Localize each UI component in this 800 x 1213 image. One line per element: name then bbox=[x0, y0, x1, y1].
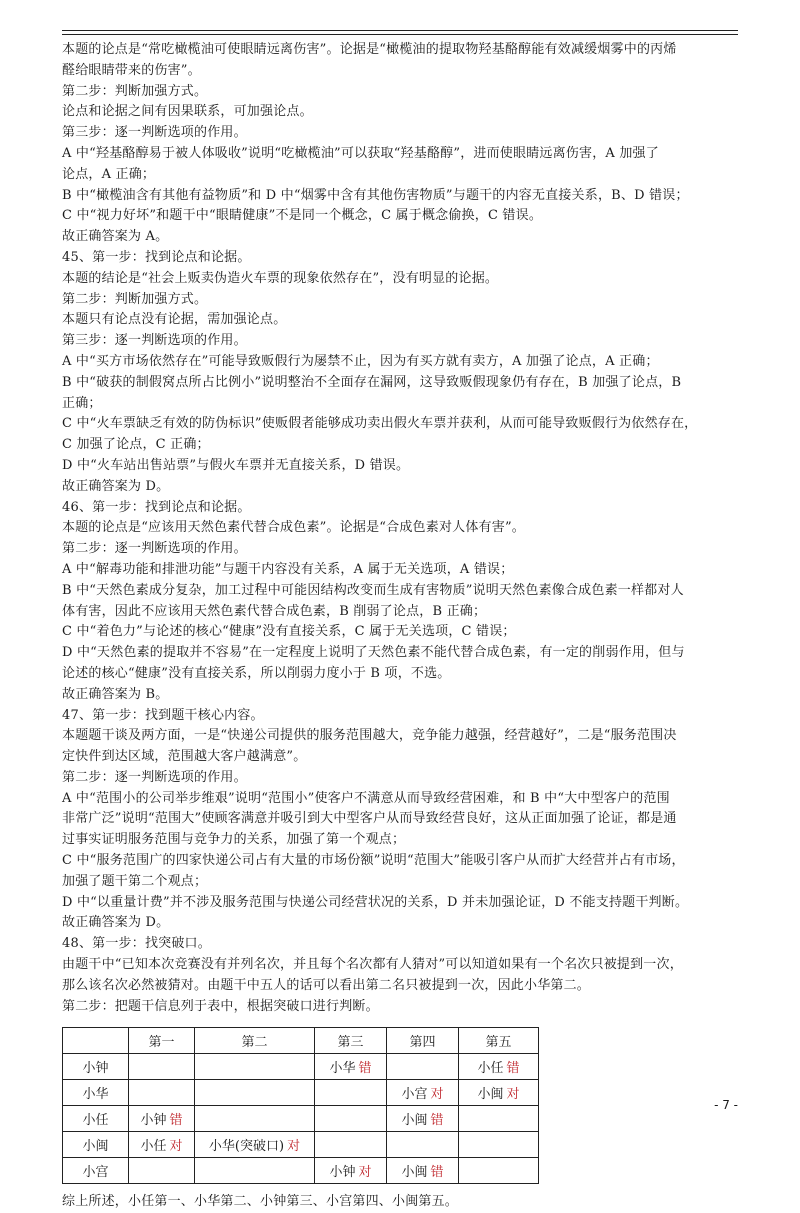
header-cell-fourth: 第四 bbox=[387, 1028, 459, 1054]
verdict-mark: 错 bbox=[430, 1165, 444, 1181]
text-line: B 中“破获的制假窝点所占比例小”说明整治不全面存在漏网，这导致贩假现象仍有存在，B 加强了论点，B bbox=[62, 374, 682, 390]
guess-cell bbox=[315, 1158, 387, 1184]
text-line: 论点和论据之间有因果联系，可加强论点。 bbox=[62, 104, 313, 120]
text-line: 由题干中“已知本次竞赛没有并列名次，并且每个名次都有人猜对”可以知道如果有一个名次只被提到一次， bbox=[62, 957, 683, 973]
guess-cell bbox=[387, 1054, 459, 1080]
text-line: 本题的论点是“常吃橄榄油可使眼睛远离伤害”。论据是“橄榄油的提取物羟基酪醇能有效减缓烟雾中的丙烯 bbox=[62, 42, 677, 57]
guess-cell bbox=[459, 1054, 539, 1080]
text-line: 本题的结论是“社会上贩卖伪造火车票的现象依然存在”，没有明显的论据。 bbox=[62, 270, 499, 286]
text-line: 本题题干谈及两方面，一是“快递公司提供的服务范围越大，竞争能力越强，经营越好”，二是“服务范围决 bbox=[62, 728, 677, 744]
table-row bbox=[63, 1106, 539, 1132]
header-cell-first: 第一 bbox=[129, 1028, 195, 1054]
text-line: B 中“天然色素成分复杂，加工过程中可能因结构改变而生成有害物质”说明天然色素像合成色素一样都对人 bbox=[62, 582, 684, 598]
guess-name: 小钟 bbox=[140, 1113, 167, 1129]
text-line: C 中“火车票缺乏有效的防伪标识”使贩假者能够成功卖出假火车票并获利，从而可能导致贩假行为依然存在， bbox=[62, 416, 698, 432]
text-line: 本题的论点是“应该用天然色素代替合成色素”。论据是“合成色素对人体有害”。 bbox=[62, 520, 525, 536]
guess-cell bbox=[195, 1054, 315, 1080]
text-line: C 中“服务范围广的四家快递公司占有大量的市场份额”说明“范围大”能吸引客户从而扩大经营并占有市场， bbox=[62, 853, 685, 869]
guess-name: 小闽 bbox=[401, 1165, 428, 1181]
row-person-name: 小宫 bbox=[63, 1158, 129, 1184]
verdict-mark: 错 bbox=[169, 1113, 183, 1129]
header-cell-fifth: 第五 bbox=[459, 1028, 539, 1054]
text-line: C 中“视力好坏”和题干中“眼睛健康”不是同一个概念，C 属于概念偷换，C 错误。 bbox=[62, 208, 543, 224]
guess-name: 小宫 bbox=[401, 1087, 428, 1103]
guess-cell bbox=[195, 1080, 315, 1106]
guess-cell bbox=[129, 1132, 195, 1158]
text-line: 定快件到达区域，范围越大客户越满意”。 bbox=[62, 749, 307, 765]
guess-name: 小华 bbox=[329, 1061, 356, 1077]
text-line: 论述的核心“健康”没有直接关系，所以削弱力度小于 B 项，不选。 bbox=[62, 665, 451, 681]
guess-cell bbox=[459, 1158, 539, 1184]
row-person-name: 小任 bbox=[63, 1106, 129, 1132]
header-cell-corner bbox=[63, 1028, 129, 1054]
guess-name: 小任 bbox=[140, 1139, 167, 1155]
text-line: 第二步：把题干信息列于表中，根据突破口进行判断。 bbox=[62, 998, 379, 1014]
page-number: - 7 - bbox=[714, 1098, 738, 1112]
text-line: 醛给眼睛带来的伤害”。 bbox=[62, 62, 201, 78]
verdict-mark: 对 bbox=[430, 1087, 444, 1103]
table-row bbox=[63, 1158, 539, 1184]
table-row bbox=[63, 1132, 539, 1158]
guess-cell bbox=[129, 1080, 195, 1106]
text-line: 加强了题干第二个观点； bbox=[62, 873, 208, 889]
text-line: B 中“橄榄油含有其他有益物质”和 D 中“烟雾中含有其他伤害物质”与题干的内容无直接关系，B、D 错误； bbox=[62, 187, 689, 203]
text-line: 非常广泛”说明“范围大”使顾客满意并吸引到大中型客户从而导致经营良好，这从正面加强了论证，都是通 bbox=[62, 811, 677, 827]
table-row bbox=[63, 1080, 539, 1106]
text-line: 48、第一步：找突破口。 bbox=[62, 936, 211, 952]
table-row bbox=[63, 1054, 539, 1080]
row-person-name: 小闽 bbox=[63, 1132, 129, 1158]
header-cell-third: 第三 bbox=[315, 1028, 387, 1054]
body-text-after-table bbox=[62, 1192, 738, 1213]
table-body bbox=[63, 1054, 539, 1184]
text-line: 第二步：逐一判断选项的作用。 bbox=[62, 769, 247, 785]
text-line: 第三步：逐一判断选项的作用。 bbox=[62, 333, 247, 349]
row-person-name: 小钟 bbox=[63, 1054, 129, 1080]
text-line: A 中“羟基酪醇易于被人体吸收”说明“吃橄榄油”可以获取“羟基酪醇”，进而使眼睛远离伤害，A 加强了 bbox=[62, 145, 659, 161]
table-header-row bbox=[63, 1028, 539, 1054]
text-line: A 中“买方市场依然存在”可能导致贩假行为屡禁不止，因为有买方就有卖方，A 加强了论点，A 正确； bbox=[62, 353, 659, 369]
guess-name: 小闽 bbox=[477, 1087, 504, 1103]
text-line: 第二步：判断加强方式。 bbox=[62, 291, 208, 307]
text-line: 那么该名次必然被猜对。由题干中五人的话可以看出第二名只被提到一次，因此小华第二。 bbox=[62, 977, 591, 993]
text-line: 综上所述，小任第一、小华第二、小钟第三、小宫第四、小闽第五。 bbox=[62, 1194, 459, 1210]
text-line: 46、第一步：找到论点和论据。 bbox=[62, 499, 251, 515]
text-line: 47、第一步：找到题干核心内容。 bbox=[62, 707, 264, 723]
text-line: 故正确答案为 D。 bbox=[62, 915, 170, 931]
text-line: 故正确答案为 D。 bbox=[62, 478, 170, 494]
guess-cell bbox=[195, 1158, 315, 1184]
text-line: C 中“着色力”与论述的核心“健康”没有直接关系，C 属于无关选项，C 错误； bbox=[62, 624, 516, 640]
header-rule-bottom bbox=[62, 34, 738, 35]
text-line: 体有害，因此不应该用天然色素代替合成色素，B 削弱了论点，B 正确； bbox=[62, 603, 487, 619]
text-line: A 中“解毒功能和排泄功能”与题干内容没有关系，A 属于无关选项，A 错误； bbox=[62, 561, 514, 577]
guess-cell bbox=[387, 1132, 459, 1158]
text-line: D 中“火车站出售站票”与假火车票并无直接关系，D 错误。 bbox=[62, 457, 410, 473]
guess-cell bbox=[129, 1158, 195, 1184]
guess-name: 小华(突破口) bbox=[208, 1139, 285, 1155]
guess-cell bbox=[315, 1106, 387, 1132]
verdict-mark: 错 bbox=[358, 1061, 372, 1077]
ranking-table bbox=[62, 1027, 539, 1184]
text-line: 过事实证明服务范围与竞争力的关系，加强了第一个观点； bbox=[62, 832, 406, 848]
text-line: C 加强了论点，C 正确； bbox=[62, 437, 210, 453]
text-line: 故正确答案为 B。 bbox=[62, 686, 169, 702]
guess-cell bbox=[387, 1080, 459, 1106]
verdict-mark: 对 bbox=[358, 1165, 372, 1181]
guess-cell bbox=[387, 1106, 459, 1132]
row-person-name: 小华 bbox=[63, 1080, 129, 1106]
guess-cell bbox=[315, 1054, 387, 1080]
text-line: 第二步：逐一判断选项的作用。 bbox=[62, 541, 247, 557]
text-line: 第二步：判断加强方式。 bbox=[62, 83, 208, 99]
verdict-mark: 对 bbox=[169, 1139, 183, 1155]
text-line: 论点，A 正确； bbox=[62, 166, 156, 182]
text-line: D 中“天然色素的提取并不容易”在一定程度上说明了天然色素不能代替合成色素，有一定的削弱作用，但与 bbox=[62, 645, 685, 661]
guess-cell bbox=[459, 1080, 539, 1106]
guess-cell bbox=[195, 1106, 315, 1132]
text-line: 故正确答案为 A。 bbox=[62, 229, 169, 245]
body-text-before-table bbox=[62, 40, 738, 1017]
verdict-mark: 对 bbox=[287, 1139, 301, 1155]
verdict-mark: 对 bbox=[506, 1087, 520, 1103]
guess-cell bbox=[129, 1106, 195, 1132]
guess-cell bbox=[387, 1158, 459, 1184]
verdict-mark: 错 bbox=[430, 1113, 444, 1129]
guess-name: 小闽 bbox=[401, 1113, 428, 1129]
guess-cell bbox=[459, 1132, 539, 1158]
text-line: 本题只有论点没有论据，需加强论点。 bbox=[62, 312, 287, 328]
guess-cell bbox=[315, 1080, 387, 1106]
guess-cell bbox=[195, 1132, 315, 1158]
guess-cell bbox=[129, 1054, 195, 1080]
page-content bbox=[62, 40, 738, 1213]
guess-name: 小钟 bbox=[329, 1165, 356, 1181]
ranking-table-wrapper bbox=[62, 1027, 738, 1184]
header-rule-top bbox=[62, 30, 738, 31]
text-line: A 中“范围小的公司举步维艰”说明“范围小”使客户不满意从而导致经营困难，和 B 中“大中型客户的范围 bbox=[62, 790, 670, 806]
header-cell-second: 第二 bbox=[195, 1028, 315, 1054]
verdict-mark: 错 bbox=[506, 1061, 520, 1077]
guess-name: 小任 bbox=[477, 1061, 504, 1077]
text-line: 45、第一步：找到论点和论据。 bbox=[62, 249, 251, 265]
text-line: 第三步：逐一判断选项的作用。 bbox=[62, 125, 247, 141]
text-line: 正确； bbox=[62, 395, 102, 411]
guess-cell bbox=[459, 1106, 539, 1132]
guess-cell bbox=[315, 1132, 387, 1158]
text-line: D 中“以重量计费”并不涉及服务范围与快递公司经营状况的关系，D 并未加强论证，D 不能支持题干判断。 bbox=[62, 894, 689, 910]
